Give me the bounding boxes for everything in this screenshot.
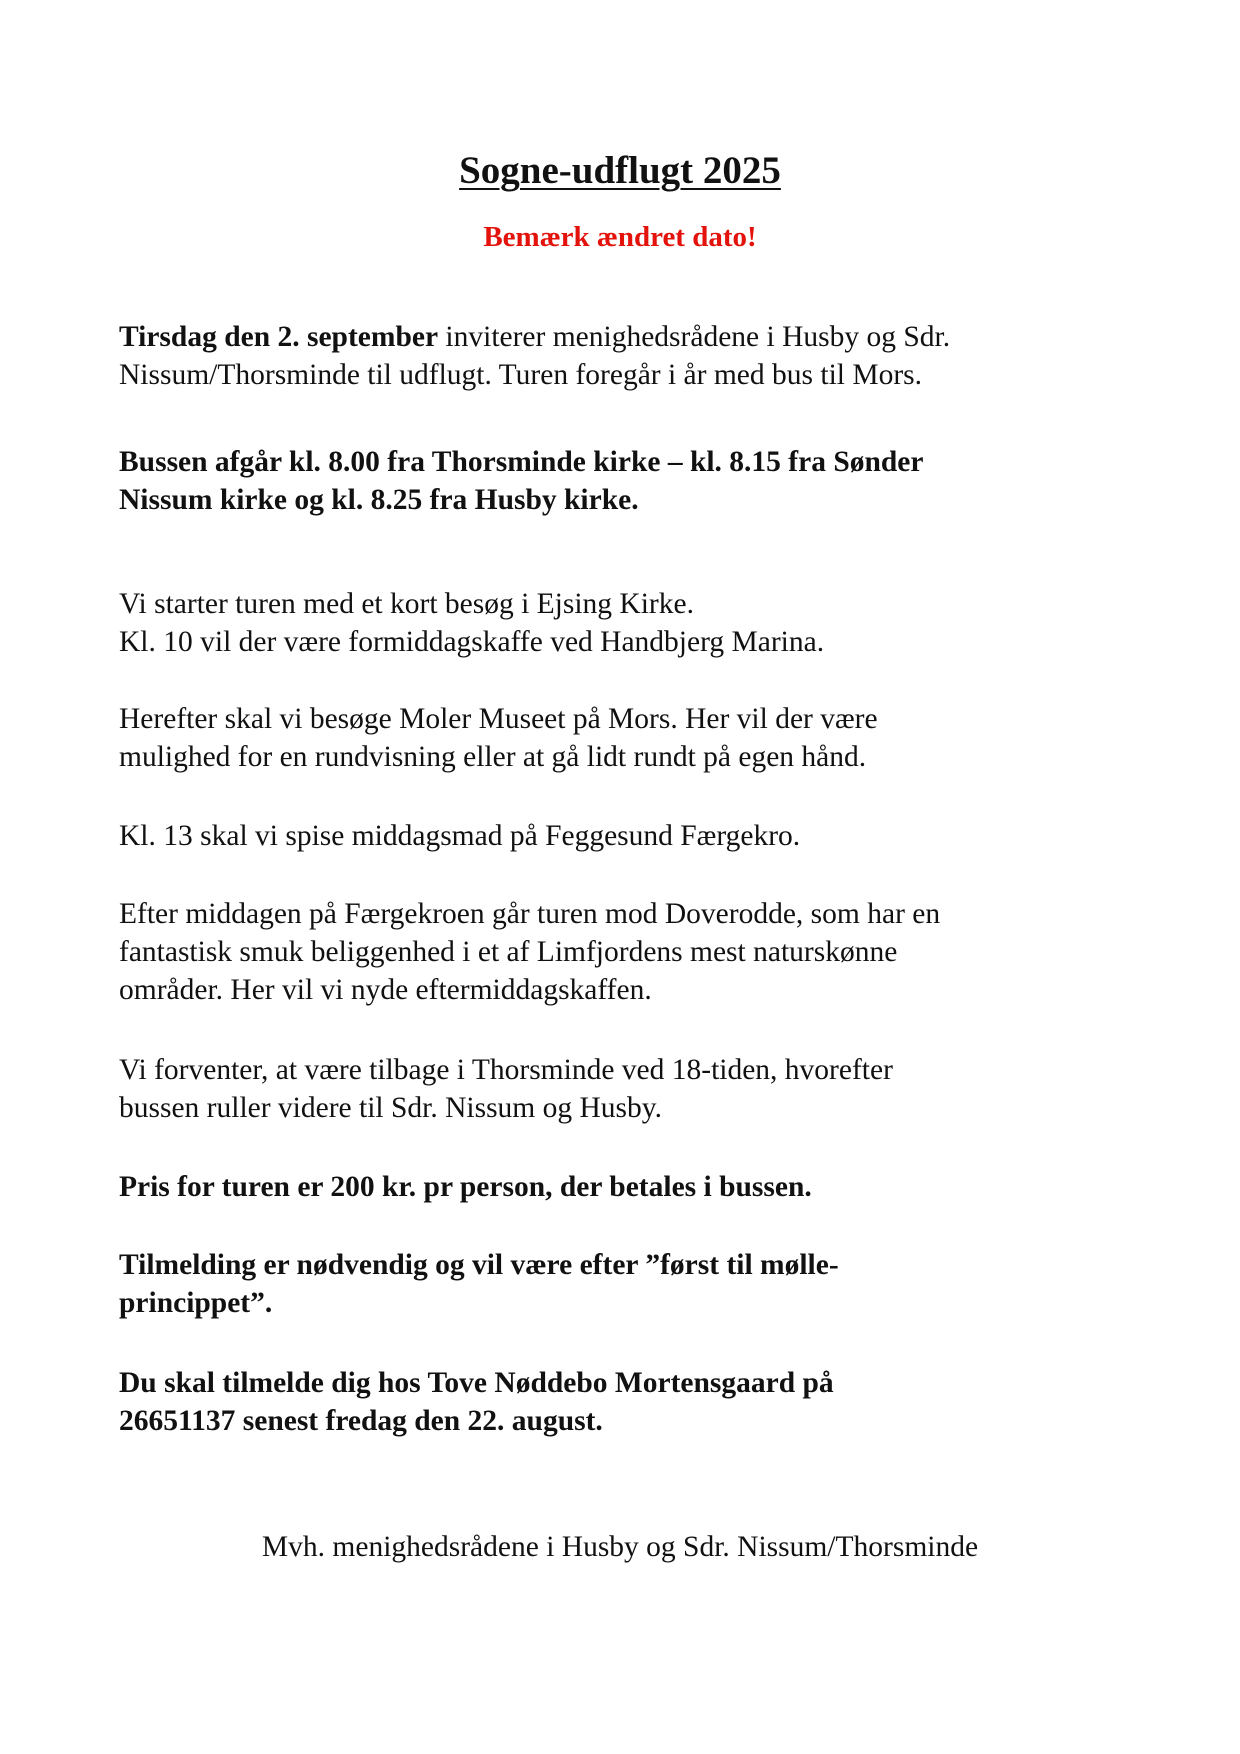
program-start-line-2: Kl. 10 vil der være formiddagskaffe ved Handbjerg Marina.: [119, 626, 825, 658]
intro-line-2: Nissum/Thorsminde til udflugt. Turen foregår i år med bus til Mors.: [119, 359, 922, 391]
museum-line-1: Herefter skal vi besøge Moler Museet på Mors. Her vil der være: [119, 703, 878, 735]
intro-line-1-text: inviterer menighedsrådene i Husby og Sdr.: [438, 321, 951, 353]
registration-line-1: Tilmelding er nødvendig og vil være efter ”først til mølle-: [119, 1249, 839, 1281]
page-title: Sogne-udflugt 2025: [459, 149, 781, 192]
contact-line-2: 26651137 senest fredag den 22. august.: [119, 1405, 603, 1437]
departure-line-2: Nissum kirke og kl. 8.25 fra Husby kirke.: [119, 484, 639, 516]
signature: Mvh. menighedsrådene i Husby og Sdr. Nissum/Thorsminde: [261, 1531, 979, 1563]
registration-paragraph: [119, 1246, 1129, 1322]
afternoon-line-1: Efter middagen på Færgekroen går turen mod Doverodde, som har en: [119, 898, 941, 930]
intro-date: Tirsdag den 2. september: [119, 321, 439, 353]
intro-line-1: [119, 318, 1129, 356]
price-paragraph: [119, 1168, 1129, 1206]
afternoon-paragraph: [119, 895, 1129, 1009]
departure-paragraph: [119, 443, 1129, 519]
program-start-line-1: Vi starter turen med et kort besøg i Ejsing Kirke.: [119, 588, 694, 620]
return-line-1: Vi forventer, at være tilbage i Thorsminde ved 18-tiden, hvorefter: [119, 1054, 893, 1086]
contact-paragraph: [119, 1364, 1129, 1440]
afternoon-line-2: fantastisk smuk beliggenhed i et af Limfjordens mest naturskønne: [119, 936, 898, 968]
lunch-paragraph: [119, 817, 1129, 855]
museum-line-2: mulighed for en rundvisning eller at gå lidt rundt på egen hånd.: [119, 741, 867, 773]
return-line-2: bussen ruller videre til Sdr. Nissum og Husby.: [119, 1092, 662, 1124]
lunch-line-1: Kl. 13 skal vi spise middagsmad på Feggesund Færgekro.: [119, 820, 801, 852]
return-paragraph: [119, 1051, 1129, 1127]
registration-line-2: princippet”.: [119, 1287, 273, 1319]
museum-paragraph: [119, 700, 1129, 776]
program-start-paragraph: [119, 585, 1129, 661]
departure-line-1: Bussen afgår kl. 8.00 fra Thorsminde kirke – kl. 8.15 fra Sønder: [119, 446, 924, 478]
intro-paragraph: [119, 318, 1129, 394]
contact-line-1: Du skal tilmelde dig hos Tove Nøddebo Mortensgaard på: [119, 1367, 834, 1399]
afternoon-line-3: områder. Her vil vi nyde eftermiddagskaffen.: [119, 974, 652, 1006]
price-line-1: Pris for turen er 200 kr. pr person, der betales i bussen.: [119, 1171, 812, 1203]
date-change-notice: Bemærk ændret dato!: [483, 221, 757, 253]
